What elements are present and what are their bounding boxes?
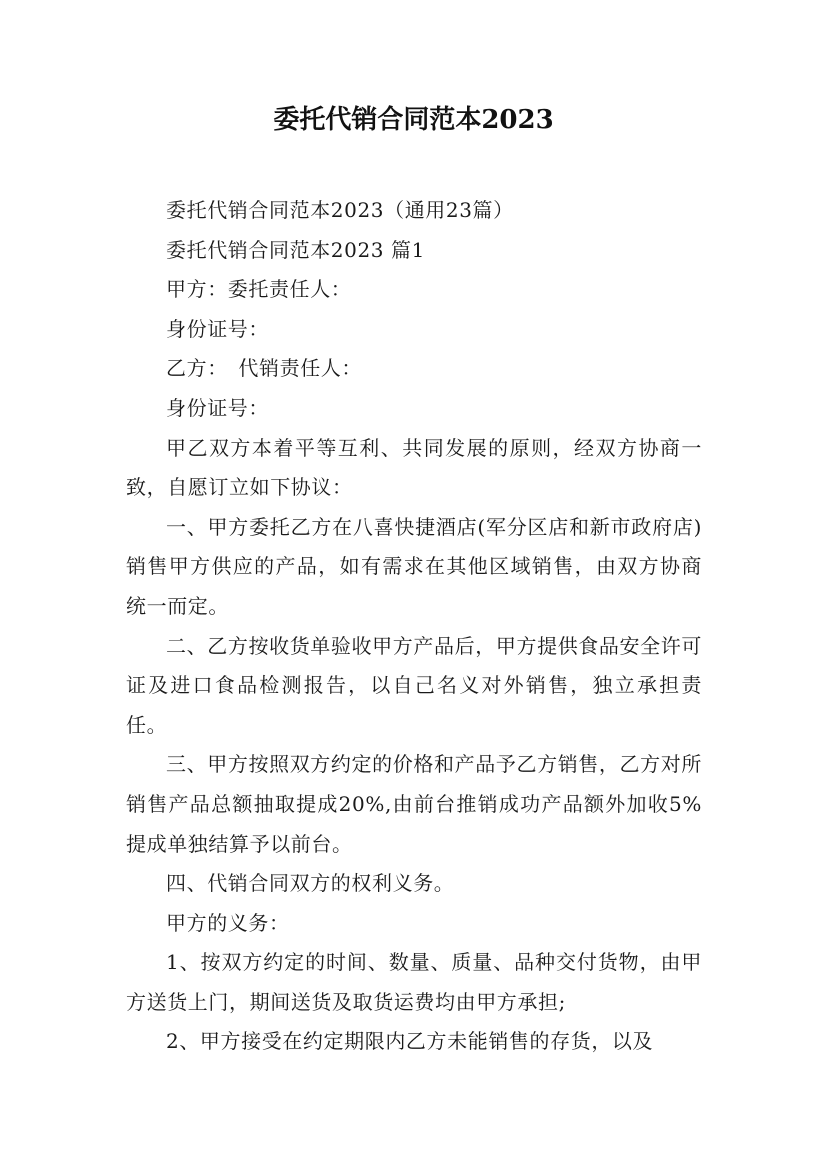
paragraph: 二、乙方按收货单验收甲方产品后，甲方提供食品安全许可证及进口食品检测报告，以自己名义对外销售，独立承担责任。	[126, 633, 702, 737]
paragraph: 三、甲方按照双方约定的价格和产品予乙方销售，乙方对所销售产品总额抽取提成20%,由前台推销成功产品额外加收5%提成单独结算予以前台。	[126, 752, 702, 856]
paragraph: 一、甲方委托乙方在八喜快捷酒店(军分区店和新市政府店)销售甲方供应的产品，如有需求在其他区域销售，由双方协商统一而定。	[126, 514, 702, 618]
paragraph: 委托代销合同范本2023 篇1	[166, 237, 425, 262]
paragraph: 乙方： 代销责任人：	[166, 356, 362, 381]
paragraph: 四、代销合同双方的权利义务。	[166, 871, 455, 896]
paragraph: 1、按双方约定的时间、数量、质量、品种交付货物，由甲方送货上门，期间送货及取货运费均由甲方承担;	[126, 950, 702, 1014]
paragraph: 身份证号：	[166, 316, 269, 341]
document-title: 委托代销合同范本2023	[273, 105, 554, 135]
paragraph: 委托代销合同范本2023（通用23篇）	[166, 198, 514, 222]
paragraph: 身份证号：	[166, 395, 269, 420]
paragraph: 甲方的义务：	[166, 910, 290, 935]
document-body	[126, 191, 702, 1062]
paragraph: 2、甲方接受在约定期限内乙方未能销售的存货，以及	[166, 1029, 654, 1054]
paragraph: 甲方：委托责任人：	[166, 277, 352, 302]
paragraph: 甲乙双方本着平等互利、共同发展的原则，经双方协商一致，自愿订立如下协议：	[126, 435, 702, 500]
